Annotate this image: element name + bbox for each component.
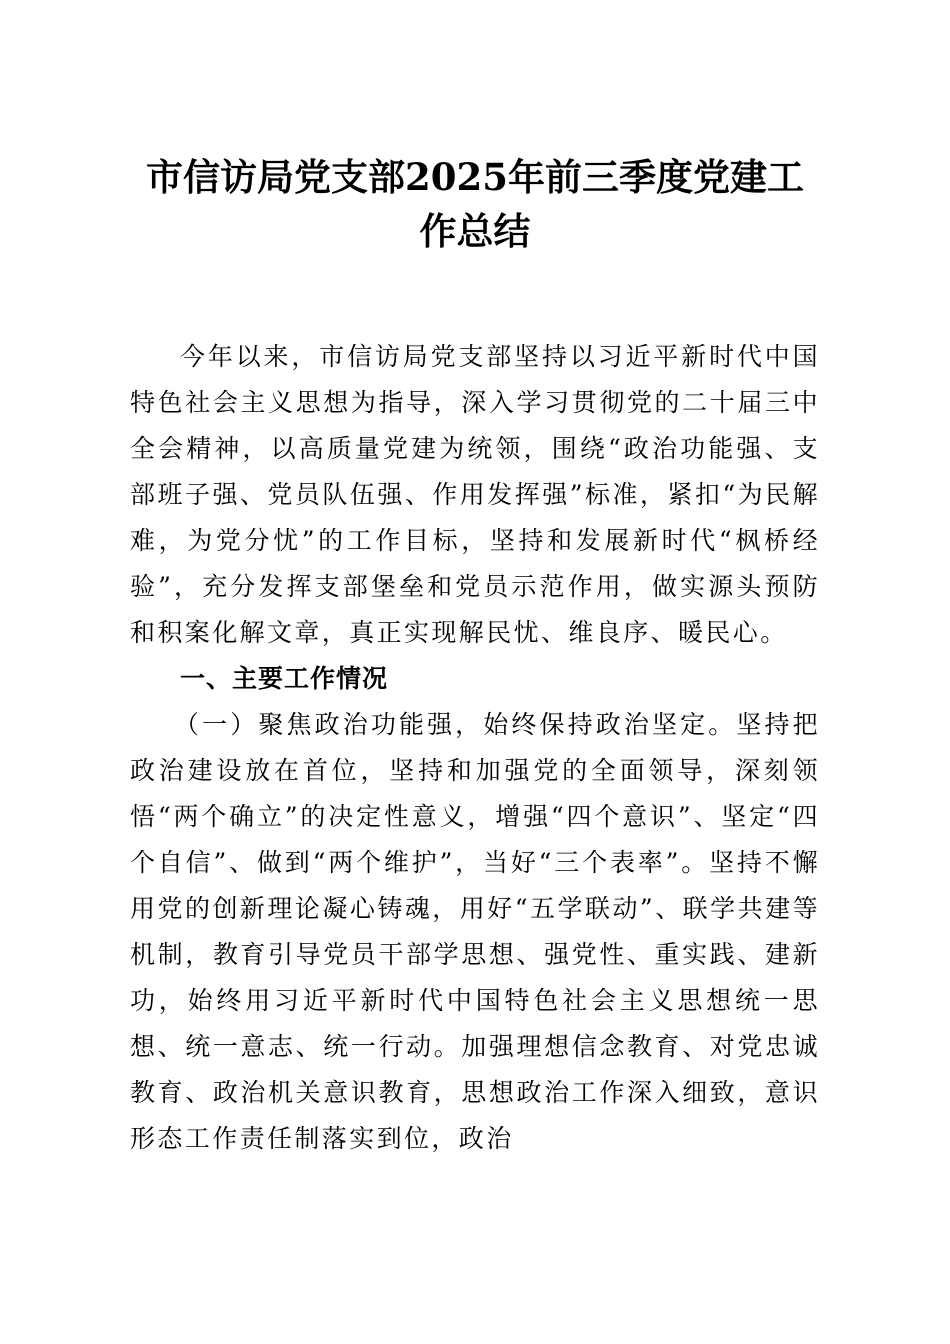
document-title: 市信访局党支部2025年前三季度党建工作总结 xyxy=(146,155,804,253)
section-paragraph: （一）聚焦政治功能强，始终保持政治坚定。坚持把政治建设放在首位，坚持和加强党的全面领导，深刻领悟“两个确立”的决定性意义，增强“四个意识”、坚定“四个自信”、做到“两个维护”，当好“三个表率”。坚持不懈用党的创新理论凝心铸魂，用好“五学联动”、联学共建等机制，教育引导党员干部学思想、强党性、重实践、建新功，始终用习近平新时代中国特色社会主义思想统一思想、统一意志、统一行动。加强理想信念教育、对党忠诚教育、政治机关意识教育，思想政治工作深入细致，意识形态工作责任制落实到位，政治 xyxy=(130,710,820,1153)
intro-paragraph: 今年以来，市信访局党支部坚持以习近平新时代中国特色社会主义思想为指导，深入学习贯彻党的二十届三中全会精神，以高质量党建为统领，围绕“政治功能强、支部班子强、党员队伍强、作用发挥强”标准，紧扣“为民解难，为党分忧”的工作目标，坚持和发展新时代“枫桥经验”，充分发挥支部堡垒和党员示范作用，做实源头预防和积案化解文章，真正实现解民忧、维良序、暖民心。 xyxy=(130,342,820,647)
document-body xyxy=(130,334,820,1162)
section-heading: 一、主要工作情况 xyxy=(180,664,389,693)
